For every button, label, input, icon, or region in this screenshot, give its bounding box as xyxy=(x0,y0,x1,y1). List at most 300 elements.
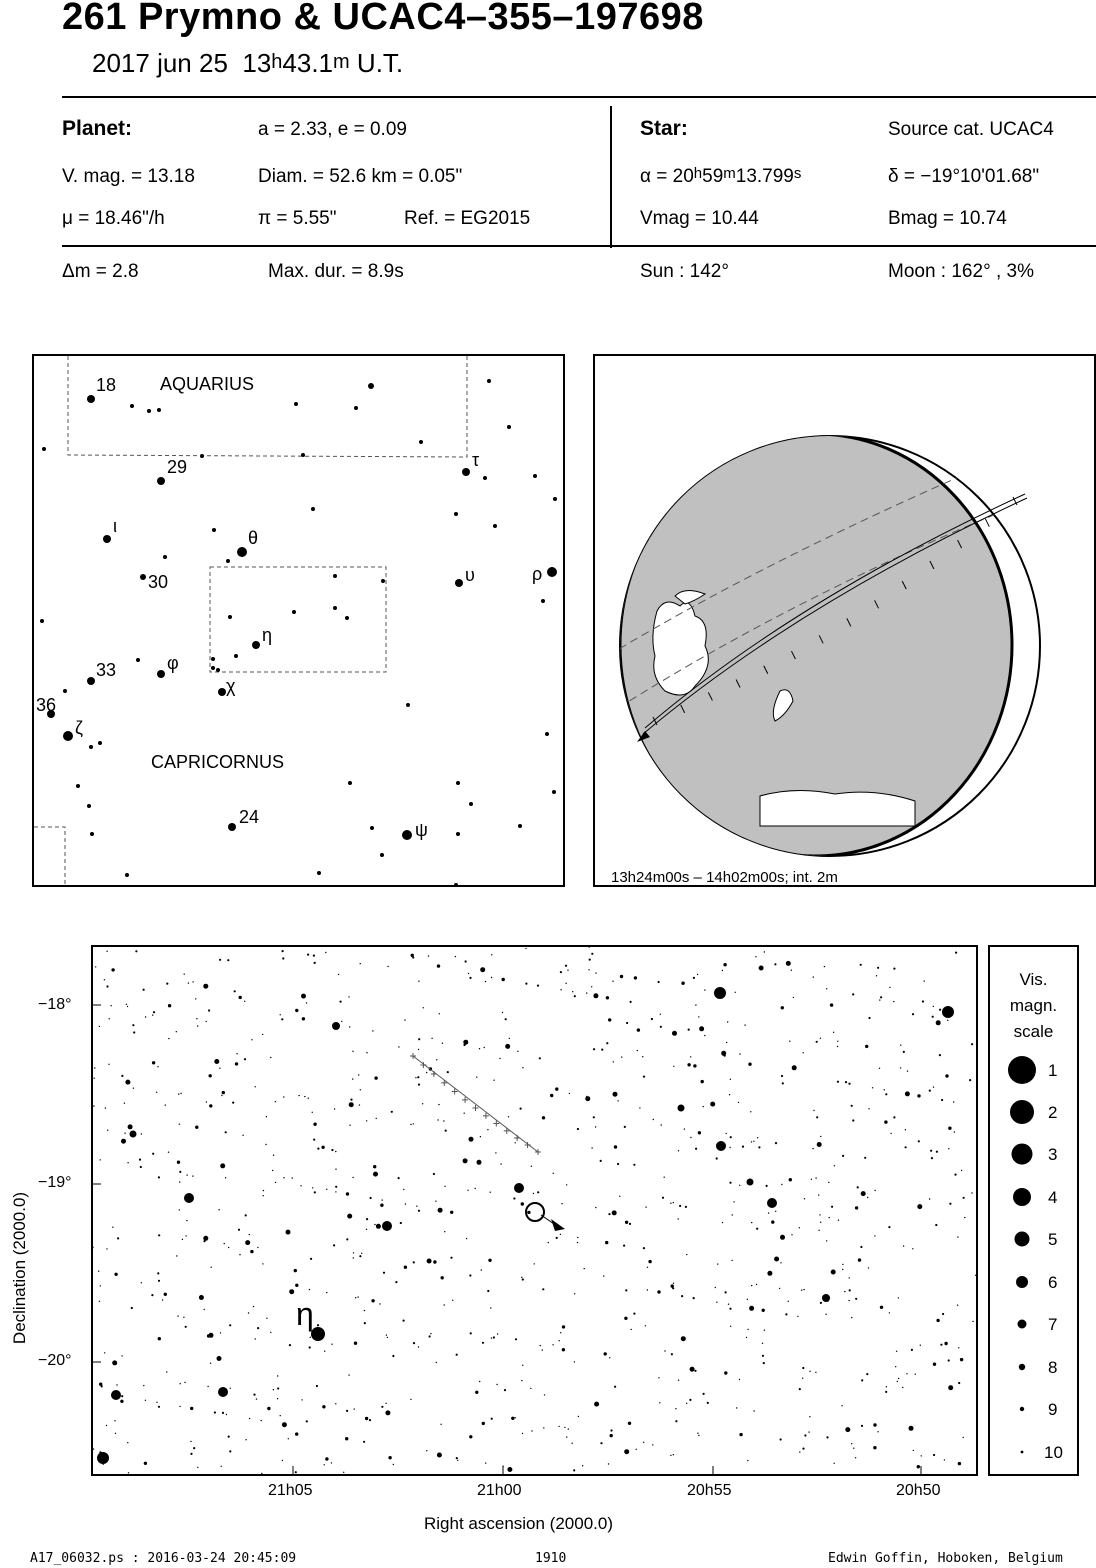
field-star xyxy=(681,982,684,985)
field-star xyxy=(386,1334,387,1335)
field-star xyxy=(253,1306,254,1307)
field-star xyxy=(197,1467,198,1468)
field-star xyxy=(505,1018,507,1020)
field-star xyxy=(236,1053,237,1054)
finder-star-dot xyxy=(228,823,236,831)
field-star xyxy=(958,1462,961,1465)
field-star xyxy=(762,1355,764,1357)
field-star xyxy=(595,1207,596,1208)
field-star xyxy=(739,1053,740,1054)
field-star xyxy=(595,972,596,973)
bright-star xyxy=(332,1022,340,1030)
field-star xyxy=(620,975,623,978)
field-star xyxy=(417,1076,419,1078)
field-star xyxy=(931,1157,933,1159)
star-right-ascension: $\alpha = 20^h59^m13.799^s$ xyxy=(640,165,802,187)
field-star xyxy=(909,1426,914,1431)
field-star xyxy=(385,1410,390,1415)
field-star xyxy=(933,1086,934,1087)
field-star xyxy=(376,1118,377,1119)
field-star xyxy=(703,1106,704,1107)
field-star xyxy=(479,1048,480,1049)
field-star xyxy=(99,1026,100,1027)
field-star xyxy=(591,986,592,987)
field-star xyxy=(270,1057,271,1058)
field-star xyxy=(444,1186,445,1187)
field-star xyxy=(143,989,145,991)
bright-star xyxy=(747,1179,754,1186)
field-star xyxy=(463,1158,468,1163)
field-star xyxy=(313,1139,315,1141)
field-star xyxy=(785,1313,787,1315)
field-star xyxy=(108,1064,109,1065)
field-star xyxy=(849,1289,851,1291)
field-star xyxy=(886,1386,887,1387)
field-star xyxy=(307,954,309,956)
field-star xyxy=(845,1081,847,1083)
field-star xyxy=(623,1245,625,1247)
field-star xyxy=(203,1236,208,1241)
field-star xyxy=(824,966,825,967)
field-star xyxy=(555,1087,558,1090)
field-star xyxy=(812,1148,813,1149)
field-star xyxy=(116,1384,117,1385)
field-star xyxy=(522,1278,524,1280)
finder-star-dot xyxy=(237,547,247,557)
track-cross xyxy=(431,1071,437,1077)
field-star xyxy=(301,994,306,999)
field-star xyxy=(941,1099,943,1101)
field-star xyxy=(369,1419,371,1421)
field-star xyxy=(858,1258,861,1261)
field-star xyxy=(445,1130,447,1132)
field-star xyxy=(739,1185,740,1186)
field-star xyxy=(152,1061,155,1064)
field-star xyxy=(780,1235,785,1240)
legend-dot-5 xyxy=(1015,1232,1030,1247)
field-star xyxy=(272,1170,273,1171)
field-star xyxy=(729,1308,731,1310)
field-star xyxy=(282,957,284,959)
field-star xyxy=(267,1407,270,1410)
finder-star-dot xyxy=(63,689,67,693)
field-star xyxy=(903,1245,904,1246)
star-chart-panel xyxy=(91,945,978,1476)
field-star xyxy=(564,1427,565,1428)
finder-star-dot xyxy=(140,574,146,580)
field-star xyxy=(774,1257,779,1262)
planet-orbit: a = 2.33, e = 0.09 xyxy=(258,119,407,140)
finder-star-dot xyxy=(211,657,215,661)
field-star xyxy=(809,1416,810,1417)
field-star xyxy=(500,1163,501,1164)
finder-star-dot xyxy=(348,781,352,785)
field-star xyxy=(183,1317,184,1318)
field-star xyxy=(762,1309,765,1312)
field-star xyxy=(842,1269,843,1270)
field-star xyxy=(815,1372,816,1373)
finder-star-dot xyxy=(147,409,151,413)
field-star xyxy=(521,1202,524,1205)
field-star xyxy=(249,1234,250,1235)
field-star xyxy=(803,1052,804,1053)
field-star xyxy=(748,1063,751,1066)
finder-star-dot xyxy=(419,440,423,444)
field-star xyxy=(353,1252,354,1253)
field-star xyxy=(277,1375,278,1376)
field-star xyxy=(744,1024,745,1025)
field-star xyxy=(589,947,590,948)
field-star xyxy=(552,1344,553,1345)
field-star xyxy=(493,1336,495,1338)
field-star xyxy=(335,1151,336,1152)
field-star xyxy=(418,1049,419,1050)
motion-arrow-icon xyxy=(551,1219,565,1231)
field-star xyxy=(360,963,361,964)
star-label-18: 18 xyxy=(96,375,117,395)
field-star xyxy=(906,1373,907,1374)
field-star xyxy=(464,1113,465,1114)
field-star xyxy=(652,1444,653,1445)
field-star xyxy=(520,1108,522,1110)
field-star xyxy=(114,1273,117,1276)
field-star xyxy=(589,959,591,961)
event-date: 2017 jun 25 xyxy=(92,48,228,78)
finder-star-dot xyxy=(547,567,557,577)
field-star xyxy=(853,1448,854,1449)
field-star xyxy=(255,1338,256,1339)
field-star xyxy=(374,1076,377,1079)
field-star xyxy=(179,1181,180,1182)
field-star xyxy=(779,1288,780,1289)
field-star xyxy=(485,1462,486,1463)
earth-globe xyxy=(595,356,1094,885)
field-star xyxy=(416,1206,417,1207)
legend-dot-6 xyxy=(1016,1276,1028,1288)
field-star xyxy=(582,1465,583,1466)
field-star xyxy=(127,1442,128,1443)
field-star xyxy=(522,1365,523,1366)
field-star xyxy=(145,1016,146,1017)
field-star xyxy=(469,1137,474,1142)
field-star xyxy=(226,1414,227,1415)
field-star xyxy=(584,1268,585,1269)
field-star xyxy=(184,1382,185,1383)
finder-star-dot xyxy=(226,559,230,563)
field-star xyxy=(110,1005,111,1006)
field-star xyxy=(250,1250,253,1253)
field-star xyxy=(889,1312,890,1313)
field-star xyxy=(292,1177,293,1178)
star-label-30: 30 xyxy=(148,572,169,592)
field-star xyxy=(99,1383,102,1386)
field-star xyxy=(266,1116,267,1117)
field-star xyxy=(905,1129,906,1130)
field-star xyxy=(619,1196,620,1197)
field-star xyxy=(595,1126,596,1127)
field-star xyxy=(359,1104,360,1105)
field-star xyxy=(637,1028,640,1031)
field-star xyxy=(664,1177,665,1178)
field-star xyxy=(645,1325,646,1326)
field-star xyxy=(975,1275,976,1276)
field-star xyxy=(393,1464,394,1465)
field-star xyxy=(834,1463,835,1464)
field-star xyxy=(359,1255,361,1257)
field-star xyxy=(913,1450,914,1451)
field-star xyxy=(352,1078,353,1079)
field-star xyxy=(348,1374,349,1375)
field-star xyxy=(721,1051,726,1056)
field-star xyxy=(684,1128,685,1129)
field-star xyxy=(624,1449,629,1454)
field-star xyxy=(560,971,562,973)
field-star xyxy=(373,1165,376,1168)
field-star xyxy=(93,1448,94,1449)
field-star xyxy=(902,1387,903,1388)
finder-star-dot xyxy=(545,732,549,736)
field-star xyxy=(756,1284,757,1285)
field-star xyxy=(813,976,814,977)
field-star xyxy=(698,1131,701,1134)
field-star xyxy=(306,1420,308,1422)
field-star xyxy=(262,1034,263,1035)
field-star xyxy=(387,1337,388,1338)
star-label-iota: ι xyxy=(113,516,117,536)
field-star xyxy=(121,1139,126,1144)
field-star xyxy=(398,1177,400,1179)
field-star xyxy=(480,1136,481,1137)
field-star xyxy=(944,1342,947,1345)
field-star xyxy=(410,1399,411,1400)
field-star xyxy=(802,1367,804,1369)
field-star xyxy=(865,1045,868,1048)
field-star xyxy=(178,1093,179,1094)
field-star xyxy=(830,1003,833,1006)
field-star xyxy=(625,1221,628,1224)
field-star xyxy=(816,1116,818,1118)
field-star xyxy=(437,964,440,967)
field-star xyxy=(678,1380,679,1381)
field-star xyxy=(275,1182,276,1183)
field-star xyxy=(935,1224,937,1226)
field-star xyxy=(481,1269,482,1270)
field-star xyxy=(758,1146,760,1148)
x-tick-label-2100: 21h00 xyxy=(477,1482,522,1499)
field-star xyxy=(502,1012,503,1013)
field-star xyxy=(403,1189,404,1190)
field-star xyxy=(808,1431,809,1432)
field-star xyxy=(515,1417,516,1418)
field-star xyxy=(333,1244,335,1246)
field-star xyxy=(550,1094,553,1097)
field-star xyxy=(699,1026,704,1031)
finder-star-dot xyxy=(90,832,94,836)
field-star xyxy=(347,1214,352,1219)
field-star xyxy=(450,1211,453,1214)
field-star xyxy=(939,1054,941,1056)
field-star xyxy=(107,1130,108,1131)
field-star xyxy=(877,967,879,969)
field-star xyxy=(957,1305,958,1306)
field-star xyxy=(366,1218,368,1220)
field-star xyxy=(819,1214,820,1215)
field-star xyxy=(326,1292,327,1293)
field-star xyxy=(370,1197,372,1199)
field-star xyxy=(469,1274,471,1276)
finder-star-dot xyxy=(317,871,321,875)
field-star xyxy=(112,1360,117,1365)
field-star xyxy=(141,1133,142,1134)
field-star xyxy=(374,1224,375,1225)
field-star xyxy=(182,1239,183,1240)
field-star xyxy=(295,1284,298,1287)
field-star xyxy=(127,1006,128,1007)
field-star xyxy=(228,1436,230,1438)
field-star xyxy=(793,997,794,998)
field-star xyxy=(780,1438,782,1440)
field-star xyxy=(917,1465,920,1468)
field-star xyxy=(561,1203,562,1204)
field-star xyxy=(639,1107,640,1108)
field-star xyxy=(593,1048,595,1050)
field-star xyxy=(917,1204,922,1209)
field-star xyxy=(426,1072,427,1073)
field-star xyxy=(209,1104,212,1107)
field-star xyxy=(245,1439,246,1440)
field-star xyxy=(209,1333,214,1338)
field-star xyxy=(749,1306,754,1311)
field-star xyxy=(673,1066,674,1067)
field-star xyxy=(502,978,505,981)
field-star xyxy=(788,1301,789,1302)
field-star xyxy=(158,1406,160,1408)
field-star xyxy=(372,1030,373,1031)
field-star xyxy=(444,1304,445,1305)
field-star xyxy=(521,1277,522,1278)
field-star xyxy=(433,1173,435,1175)
field-star xyxy=(261,1473,262,1474)
field-star xyxy=(542,1116,545,1119)
field-star xyxy=(972,1321,973,1322)
field-star xyxy=(522,1067,523,1068)
field-star xyxy=(838,1220,839,1221)
field-star xyxy=(177,1161,180,1164)
field-star xyxy=(560,1234,561,1235)
legend-label-3: 3 xyxy=(1048,1145,1058,1164)
finder-star-dot xyxy=(136,658,140,662)
field-star xyxy=(857,1186,859,1188)
field-star xyxy=(739,1379,740,1380)
finder-star-dot xyxy=(381,579,385,583)
field-star xyxy=(504,1389,506,1391)
field-star xyxy=(729,1094,730,1095)
field-star xyxy=(418,1346,419,1347)
field-star xyxy=(184,973,185,974)
y-tick-label-20: −20° xyxy=(38,1352,72,1369)
field-star xyxy=(645,1206,646,1207)
field-star xyxy=(889,987,890,988)
finder-star-dot xyxy=(533,474,537,478)
field-star xyxy=(670,1203,671,1204)
field-star xyxy=(930,1150,932,1152)
field-star xyxy=(192,1175,193,1176)
field-star xyxy=(591,953,593,955)
field-star xyxy=(480,967,485,972)
field-star xyxy=(686,1254,687,1255)
field-star xyxy=(429,1335,431,1337)
field-star xyxy=(924,980,925,981)
field-star xyxy=(948,1148,949,1149)
field-star xyxy=(845,1427,850,1432)
finder-star-dot xyxy=(87,804,91,808)
field-star xyxy=(470,1332,472,1334)
field-star xyxy=(687,1063,690,1066)
field-star xyxy=(837,1081,839,1083)
event-hour: 13 xyxy=(242,48,272,78)
field-star xyxy=(253,1394,255,1396)
field-star xyxy=(643,1442,644,1443)
star-bmag: Bmag = 10.74 xyxy=(888,208,1007,229)
field-star xyxy=(325,952,326,953)
field-star xyxy=(753,1410,754,1411)
y-tick-label-18: −18° xyxy=(38,996,72,1013)
field-star xyxy=(775,1142,777,1144)
field-star xyxy=(245,1214,247,1216)
finder-star-dot xyxy=(212,528,216,532)
field-star xyxy=(286,1230,291,1235)
field-star xyxy=(609,1357,610,1358)
field-star xyxy=(648,1260,651,1263)
field-star xyxy=(275,1101,276,1102)
field-star xyxy=(848,1300,849,1301)
field-star xyxy=(219,1068,220,1069)
field-star xyxy=(513,1197,515,1199)
field-star xyxy=(828,1182,829,1183)
field-star xyxy=(479,1381,480,1382)
field-star xyxy=(678,1218,679,1219)
field-star xyxy=(537,1191,539,1193)
field-star xyxy=(633,1313,635,1315)
finder-star-dot xyxy=(211,666,215,670)
field-star xyxy=(371,1299,374,1302)
field-star xyxy=(331,1462,332,1463)
field-star xyxy=(768,1212,769,1213)
finder-star-dot xyxy=(157,408,161,412)
field-star xyxy=(954,1174,956,1176)
field-star xyxy=(431,1038,432,1039)
field-star xyxy=(314,1191,316,1193)
field-star xyxy=(747,1329,748,1330)
field-star xyxy=(766,1185,768,1187)
field-star xyxy=(608,1463,609,1464)
field-star xyxy=(190,1453,192,1455)
bright-star xyxy=(111,1390,121,1400)
field-star xyxy=(948,1127,951,1130)
field-star xyxy=(185,1235,186,1236)
field-star xyxy=(868,1108,869,1109)
field-star xyxy=(659,1402,660,1403)
field-star xyxy=(324,1351,325,1352)
field-star xyxy=(309,1346,311,1348)
field-star xyxy=(917,1094,920,1097)
field-star xyxy=(826,988,827,989)
field-star xyxy=(771,1220,774,1223)
track-cross xyxy=(514,1135,520,1141)
field-star xyxy=(450,1257,452,1259)
field-star xyxy=(820,1038,821,1039)
field-star xyxy=(867,1197,868,1198)
